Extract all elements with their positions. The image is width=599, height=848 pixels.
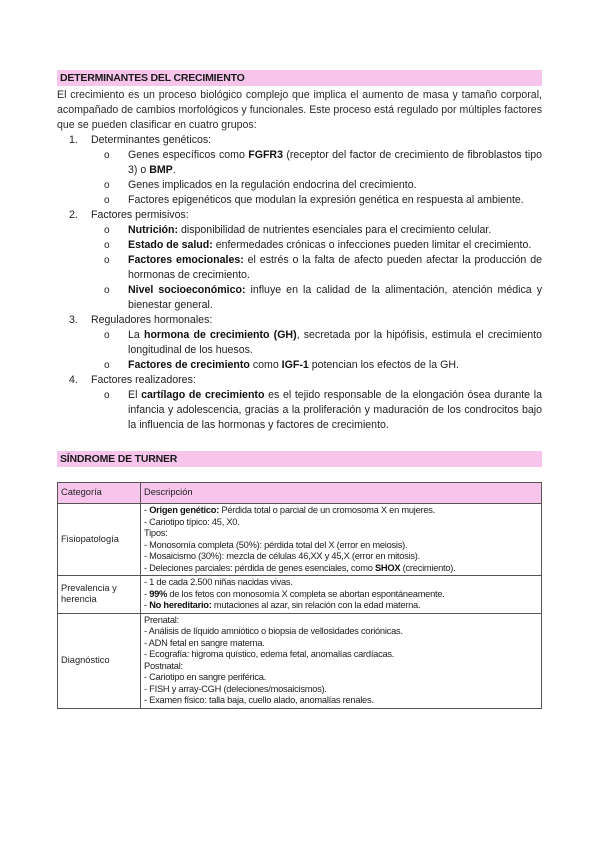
bullet-marker: o — [104, 330, 110, 341]
table-header-category: Categoría — [58, 483, 141, 504]
bold-term: Factores de crecimiento — [128, 359, 250, 371]
intro-paragraph: El crecimiento es un proceso biológico complejo que implica el aumento de masa y tamaño corporal, acompañado de cambios morfológicos y funcionales. Este proceso está regulado por múltiples factores que se pueden clasificar en cuatro grupos: — [57, 89, 542, 131]
text-span: mutaciones al azar, sin relación con la edad materna. — [211, 600, 421, 610]
sub-list-item — [91, 238, 542, 253]
sub-list — [91, 223, 542, 313]
description-line — [144, 505, 538, 517]
text-span: de los fetos con monosomía X completa se abortan espontáneamente. — [167, 588, 445, 599]
bullet-marker: o — [104, 180, 110, 191]
section-heading-growth-determinants: DETERMINANTES DEL CRECIMIENTO — [57, 70, 542, 86]
description-line — [144, 540, 538, 552]
text-span: - — [144, 588, 150, 599]
sub-list-item — [91, 223, 542, 238]
list-number: 4. — [69, 374, 78, 386]
description-line — [144, 517, 538, 529]
description-line — [144, 684, 538, 696]
table-cell-description — [141, 576, 542, 614]
bold-term: Origen genético: — [149, 505, 220, 515]
text-span: - Monosomía completa (50%): pérdida total del X (error en meiosis). — [144, 539, 408, 550]
description-line — [144, 528, 538, 540]
text-span: - Mosaicismo (30%): mezcla de células 46,XX y 45,X (error en mitosis). — [144, 551, 420, 561]
text-span: - Cariotipo en sangre periférica. — [144, 672, 266, 682]
text-span: como — [249, 359, 282, 371]
bullet-marker: o — [104, 360, 110, 371]
text-span: - Ecografía: higroma quístico, edema fetal, anomalías cardíacas. — [144, 649, 395, 659]
text-span: - Examen físico: talla baja, cuello alado, anomalías renales. — [144, 695, 374, 705]
bold-term: Estado de salud: — [128, 239, 213, 251]
description-line — [144, 661, 538, 673]
text-span: Factores epigenéticos que modulan la expresión genética en respuesta al ambiente. — [128, 194, 524, 206]
text-span: - — [144, 600, 150, 610]
text-span: - 1 de cada 2.500 niñas nacidas vivas. — [144, 577, 293, 587]
bullet-marker: o — [104, 240, 110, 251]
text-span: . — [172, 164, 176, 176]
list-item — [57, 208, 542, 313]
text-span: La — [128, 329, 144, 341]
list-label: Factores realizadores: — [91, 374, 196, 386]
table-cell-category: Fisiopatología — [58, 504, 141, 576]
bold-term: FGFR3 — [248, 149, 283, 161]
list-item — [57, 373, 542, 433]
list-number: 2. — [69, 209, 78, 221]
sub-list-item — [91, 148, 542, 178]
text-span: el estrés o la falta de afecto pueden afectar la producción de hormonas de crecimiento. — [128, 254, 542, 281]
table-row — [58, 576, 542, 614]
sub-list — [91, 328, 542, 373]
text-span: potencian los efectos de la GH. — [308, 359, 459, 371]
description-line — [144, 600, 538, 612]
table-cell-category: Prevalencia y herencia — [58, 576, 141, 614]
bold-term: IGF-1 — [281, 359, 309, 371]
document-page — [57, 70, 542, 709]
text-span: Genes específicos como — [128, 149, 249, 161]
sub-list — [91, 388, 542, 433]
text-span: Tipos: — [144, 528, 168, 538]
sub-list-item — [91, 358, 542, 373]
description-line — [144, 551, 538, 563]
text-span: - Análisis de líquido amniótico o biopsia de vellosidades coriónicas. — [144, 626, 403, 636]
bullet-marker: o — [104, 195, 110, 206]
table-body — [58, 504, 542, 709]
table-header-description: Descripción — [141, 483, 542, 504]
description-line — [144, 563, 538, 575]
text-span: Prenatal: — [144, 614, 179, 625]
description-line — [144, 589, 538, 601]
list-label: Factores permisivos: — [91, 209, 189, 221]
text-span: - Cariotipo típico: 45, X0. — [144, 516, 240, 527]
description-line — [144, 672, 538, 684]
description-line — [144, 638, 538, 650]
text-span: Pérdida total o parcial de un cromosoma X en mujeres. — [219, 505, 436, 515]
turner-table — [57, 482, 542, 709]
description-line — [144, 615, 538, 627]
text-span: enfermedades crónicas o infecciones pueden limitar el crecimiento. — [212, 239, 532, 251]
table-row — [58, 504, 542, 576]
section-heading-turner-syndrome: SÍNDROME DE TURNER — [57, 451, 542, 467]
list-number: 3. — [69, 314, 78, 326]
table-cell-description — [141, 613, 542, 708]
bullet-marker: o — [104, 390, 110, 401]
text-span: - FISH y array-CGH (deleciones/mosaicismos). — [144, 683, 327, 694]
bold-term: cartílago de crecimiento — [141, 389, 265, 401]
text-span: El — [128, 389, 142, 401]
text-span: - ADN fetal en sangre materna. — [144, 637, 265, 648]
list-number: 1. — [69, 134, 78, 146]
bold-term: Nutrición: — [128, 224, 179, 236]
bold-term: 99% — [149, 588, 168, 599]
sub-list-item — [91, 178, 542, 193]
sub-list-item — [91, 253, 542, 283]
list-label: Determinantes genéticos: — [91, 134, 212, 146]
description-line — [144, 649, 538, 661]
bold-term: hormona de crecimiento (GH) — [143, 329, 297, 341]
bold-term: SHOX — [374, 562, 401, 573]
description-line — [144, 577, 538, 589]
description-line — [144, 626, 538, 638]
bold-term: Factores emocionales: — [128, 254, 244, 266]
text-span: disponibilidad de nutrientes esenciales para el crecimiento celular. — [178, 224, 492, 236]
sub-list — [91, 148, 542, 208]
table-row — [58, 613, 542, 708]
text-span: influye en la calidad de la alimentación, atención médica y bienestar general. — [128, 284, 542, 311]
text-span: es el tejido responsable de la elongación ósea durante la infancia y adolescencia, gracias a la proliferación y maduración de los condrocitos bajo la influencia de las hormonas y factores de crecimiento. — [128, 389, 542, 431]
bullet-marker: o — [104, 255, 110, 266]
list-item — [57, 313, 542, 373]
determinants-list — [57, 133, 542, 433]
text-span: Genes implicados en la regulación endocrina del crecimiento. — [128, 179, 417, 191]
text-span: (crecimiento). — [400, 562, 456, 573]
sub-list-item — [91, 283, 542, 313]
bold-term: BMP — [149, 164, 173, 176]
sub-list-item — [91, 328, 542, 358]
bullet-marker: o — [104, 285, 110, 296]
text-span: - Deleciones parciales: pérdida de genes esenciales, como — [144, 562, 375, 573]
table-header-row — [58, 483, 542, 504]
text-span: , secretada por la hipófisis, estimula el crecimiento longitudinal de los huesos. — [128, 329, 542, 356]
description-line — [144, 695, 538, 707]
table-cell-category: Diagnóstico — [58, 613, 141, 708]
bullet-marker: o — [104, 150, 110, 161]
list-label: Reguladores hormonales: — [91, 314, 213, 326]
bold-term: No hereditario: — [149, 600, 212, 610]
text-span: Postnatal: — [144, 660, 183, 671]
bullet-marker: o — [104, 225, 110, 236]
table-cell-description — [141, 504, 542, 576]
bold-term: Nivel socioeconómico: — [128, 284, 246, 296]
text-span: - — [144, 505, 150, 515]
sub-list-item — [91, 388, 542, 433]
list-item — [57, 133, 542, 208]
sub-list-item — [91, 193, 542, 208]
text-span: (receptor del factor de crecimiento de fibroblastos tipo 3) o — [128, 149, 542, 176]
